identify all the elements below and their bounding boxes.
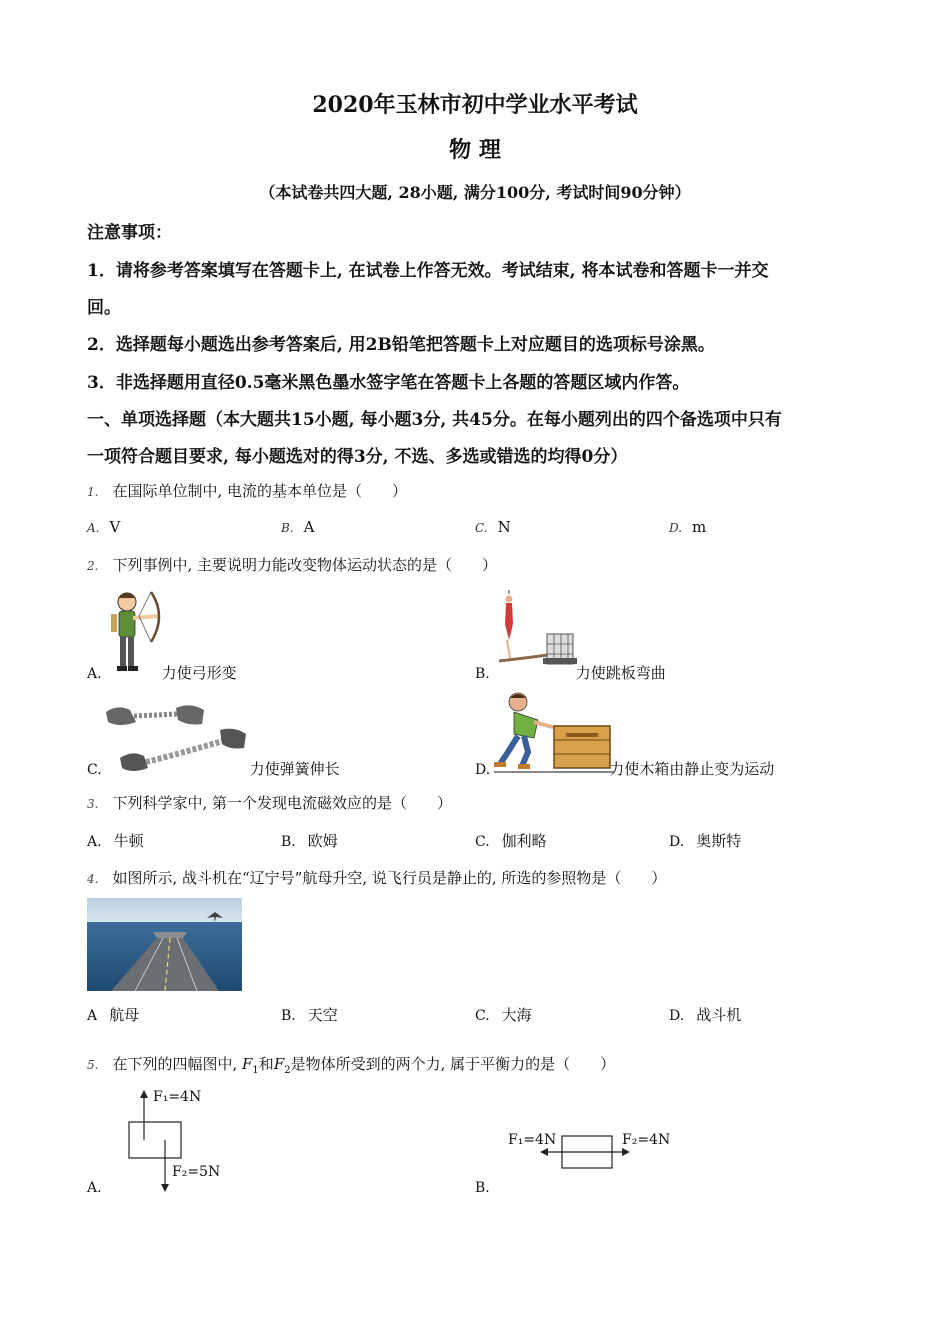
option-label: C. (475, 834, 490, 850)
question-2 (87, 554, 497, 575)
option-text: 力使弓形变 (161, 664, 237, 682)
q4-option-d[interactable] (669, 1004, 741, 1025)
q1-option-a[interactable] (87, 518, 120, 536)
question-number: 3. (87, 797, 99, 811)
option-text: 航母 (109, 1006, 140, 1024)
q3-option-b[interactable] (281, 830, 338, 851)
q2-option-a[interactable] (87, 662, 237, 683)
question-number: 4. (87, 872, 99, 886)
question-3 (87, 792, 452, 813)
exam-title: 2020年玉林市初中学业水平考试 (312, 92, 638, 118)
notice-item-1: 1．请将参考答案填写在答题卡上, 在试卷上作答无效。考试结束, 将本试卷和答题卡一并交 (87, 261, 769, 281)
q2-option-c[interactable] (87, 758, 340, 779)
option-text: 力使跳板弯曲 (575, 664, 666, 682)
option-label: D. (669, 521, 683, 535)
option-label: B. (475, 666, 490, 682)
option-text: 牛顿 (113, 832, 144, 850)
q2-option-b[interactable] (475, 662, 666, 683)
option-label: D. (669, 1008, 685, 1024)
option-label: A. (87, 834, 102, 850)
option-text: m (692, 518, 707, 536)
question-1 (87, 480, 407, 501)
q3-option-c[interactable] (475, 830, 547, 851)
option-text: V (109, 518, 121, 536)
option-label: A. (87, 666, 102, 682)
option-text: A (303, 518, 315, 536)
question-stem-pre: 在下列的四幅图中, (112, 1055, 242, 1073)
notice-item-2: 2．选择题每小题选出参考答案后, 用2B铅笔把答题卡上对应题目的选项标号涂黑。 (87, 335, 715, 355)
force-symbol: F (242, 1055, 253, 1073)
force-label-f2: F₂=5N (172, 1164, 221, 1180)
q3-option-a[interactable] (87, 830, 144, 851)
force-subscript: 1 (252, 1065, 259, 1076)
option-label: A. (87, 521, 100, 535)
q1-option-c[interactable] (475, 518, 511, 536)
question-stem: 如图所示, 战斗机在“辽宁号”航母升空, 说飞行员是静止的, 所选的参照物是（ ） (112, 869, 667, 887)
option-text: 伽利略 (501, 832, 547, 850)
diving-board-illustration (497, 594, 577, 668)
option-text: 力使木箱由静止变为运动 (609, 760, 775, 778)
force-label-f1: F₁=4N (153, 1089, 202, 1105)
question-number: 1. (87, 485, 99, 499)
question-4 (87, 867, 666, 888)
option-label: D. (669, 834, 685, 850)
notice-item-3: 3．非选择题用直径0.5毫米黑色墨水签字笔在答题卡上各题的答题区域内作答。 (87, 373, 690, 393)
aircraft-carrier-photo (87, 898, 242, 991)
question-stem: 在国际单位制中, 电流的基本单位是（ ） (112, 482, 407, 500)
q1-option-d[interactable] (669, 518, 706, 536)
question-5 (87, 1053, 615, 1076)
option-label: A (87, 1008, 98, 1024)
q1-option-b[interactable] (281, 518, 314, 536)
exam-note: （本试卷共四大题, 28小题, 满分100分, 考试时间90分钟） (259, 183, 691, 202)
q5-option-b[interactable] (475, 1180, 490, 1196)
q2-option-d[interactable] (475, 758, 774, 779)
option-text: 欧姆 (307, 832, 338, 850)
option-label: C. (87, 762, 102, 778)
question-number: 5. (87, 1058, 99, 1072)
option-label: A. (87, 1180, 102, 1196)
question-stem-post: 是物体所受到的两个力, 属于平衡力的是（ ） (290, 1055, 616, 1073)
conjunction: 和 (258, 1055, 274, 1073)
force-label-f1: F₁=4N (508, 1132, 557, 1148)
option-text: 大海 (501, 1006, 532, 1024)
force-symbol: F (273, 1055, 285, 1073)
notice-item-1-cont: 回。 (87, 298, 121, 318)
option-text: 奥斯特 (696, 832, 742, 850)
option-label: B. (281, 834, 296, 850)
option-label: B. (475, 1180, 490, 1196)
option-label: C. (475, 521, 488, 535)
section-heading: 一、单项选择题（本大题共15小题, 每小题3分, 共45分。在每小题列出的四个备选项中只有 (87, 410, 782, 430)
option-text: N (497, 518, 511, 536)
q4-option-c[interactable] (475, 1004, 532, 1025)
q4-option-a[interactable] (87, 1004, 139, 1025)
option-text: 战斗机 (696, 1006, 742, 1024)
option-label: B. (281, 1008, 296, 1024)
force-subscript: 2 (284, 1065, 291, 1076)
question-stem: 下列科学家中, 第一个发现电流磁效应的是（ ） (112, 794, 452, 812)
force-label-f2: F₂=4N (622, 1132, 671, 1148)
option-label: B. (281, 521, 294, 535)
option-label: C. (475, 1008, 490, 1024)
q3-option-d[interactable] (669, 830, 741, 851)
notice-heading: 注意事项： (87, 223, 172, 243)
q4-option-b[interactable] (281, 1004, 338, 1025)
question-number: 2. (87, 559, 99, 573)
subject-title: 物 理 (449, 137, 501, 163)
q5-option-a[interactable] (87, 1180, 102, 1196)
option-text: 天空 (307, 1006, 338, 1024)
option-text: 力使弹簧伸长 (249, 760, 340, 778)
option-label: D. (475, 762, 491, 778)
section-heading-cont: 一项符合题目要求, 每小题选对的得3分, 不选、多选或错选的均得0分） (87, 447, 628, 467)
question-stem: 下列事例中, 主要说明力能改变物体运动状态的是（ ） (112, 556, 497, 574)
